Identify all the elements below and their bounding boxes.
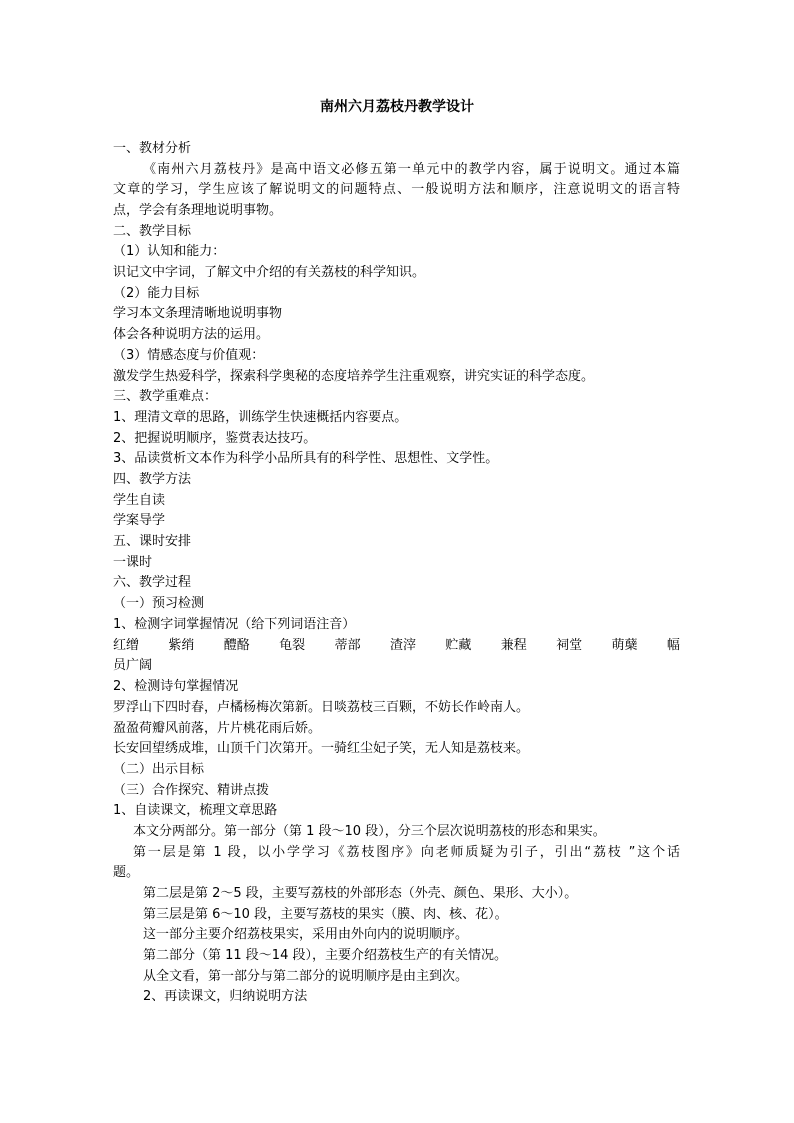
paragraph-line: 学生自读	[113, 493, 166, 508]
list-item: 1、检测字词掌握情况（给下列词语注音）	[113, 617, 356, 632]
paragraph-line: 从全文看，第一部分与第二部分的说明顺序是由主到次。	[143, 969, 469, 984]
paragraph-line: 第二层是第 2～5 段，主要写荔枝的外部形态（外壳、颜色、果形、大小）。	[143, 886, 578, 901]
paragraph-line: 学习本文条理清晰地说明事物	[113, 306, 283, 321]
heading-key-points: 三、教学重难点：	[113, 389, 218, 404]
vocab-word: 紫绡	[168, 638, 195, 653]
subheading: （3）情感态度与价值观：	[113, 348, 265, 363]
list-item: 2、把握说明顺序，鉴赏表达技巧。	[113, 431, 317, 446]
vocab-word: 祠堂	[556, 638, 583, 653]
paragraph-line: 第二部分（第 11 段～14 段），主要介绍荔枝生产的有关情况。	[143, 948, 507, 963]
list-item: 3、品读赏析文本作为科学小品所具有的科学性、思想性、文学性。	[113, 451, 499, 466]
poem-line: 罗浮山下四时春，卢橘杨梅次第新。日啖荔枝三百颗，不妨长作岭南人。	[113, 700, 530, 715]
paragraph-line: 题。	[113, 865, 140, 880]
heading-schedule: 五、课时安排	[113, 534, 192, 549]
paragraph-line: 体会各种说明方法的运用。	[113, 327, 270, 342]
list-item: 2、检测诗句掌握情况	[113, 679, 239, 694]
paragraph-line: 文章的学习，学生应该了解说明文的问题特点、一般说明方法和顺序，注意说明文的语言特	[113, 182, 680, 197]
subheading: （2）能力目标	[113, 286, 200, 301]
heading-teaching-process: 六、教学过程	[113, 575, 192, 590]
heading-teaching-goals: 二、教学目标	[113, 224, 192, 239]
heading-textbook-analysis: 一、教材分析	[113, 141, 192, 156]
vocab-word: 兼程	[500, 638, 527, 653]
heading-teaching-methods: 四、教学方法	[113, 472, 192, 487]
vocab-word: 龟裂	[279, 638, 306, 653]
vocab-word: 醴酪	[223, 638, 250, 653]
vocab-row	[113, 636, 680, 657]
paragraph-line: 本文分两部分。第一部分（第 1 段～10 段），分三个层次说明荔枝的形态和果实。	[133, 824, 606, 839]
paragraph-line: 识记文中字词，了解文中介绍的有关荔枝的科学知识。	[113, 265, 426, 280]
paragraph-line: 一课时	[113, 555, 153, 570]
vocab-word: 萌蘖	[611, 638, 638, 653]
subheading: （二）出示目标	[113, 762, 205, 777]
subheading: （一）预习检测	[113, 596, 205, 611]
paragraph-line: 第一层是第 1 段，以小学学习《荔枝图序》向老师质疑为引子，引出“荔枝 ”这个话	[133, 845, 680, 860]
paragraph-line: 点，学会有条理地说明事物。	[113, 203, 283, 218]
poem-line: 长安回望绣成堆，山顶千门次第开。一骑红尘妃子笑，无人知是荔枝来。	[113, 741, 530, 756]
paragraph-line: 学案导学	[113, 513, 166, 528]
document-title: 南州六月荔枝丹教学设计	[320, 99, 474, 115]
paragraph-line: 《南州六月荔枝丹》是高中语文必修五第一单元中的教学内容，属于说明文。通过本篇	[143, 162, 680, 177]
vocab-continuation: 员广阔	[113, 658, 153, 673]
paragraph-line: 第三层是第 6～10 段，主要写荔枝的果实（膜、肉、核、花）。	[143, 907, 508, 922]
vocab-word: 红缯	[113, 638, 140, 653]
subheading: （三）合作探究、精讲点拨	[113, 783, 270, 798]
list-item: 1、自读课文，梳理文章思路	[113, 803, 278, 818]
vocab-word: 渣滓	[389, 638, 416, 653]
list-item: 1、理清文章的思路，训练学生快速概括内容要点。	[113, 410, 408, 425]
vocab-word: 贮藏	[445, 638, 472, 653]
vocab-word: 幅	[666, 638, 680, 653]
subheading: （1）认知和能力：	[113, 244, 226, 259]
paragraph-line: 这一部分主要介绍荔枝果实，采用由外向内的说明顺序。	[143, 927, 469, 942]
poem-line: 盈盈荷瓣风前落，片片桃花雨后娇。	[113, 721, 322, 736]
paragraph-line: 激发学生热爱科学，探索科学奥秘的态度培养学生注重观察，讲究实证的科学态度。	[113, 369, 595, 384]
list-item: 2、再读课文，归纳说明方法	[143, 989, 308, 1004]
vocab-word: 蒂部	[334, 638, 361, 653]
